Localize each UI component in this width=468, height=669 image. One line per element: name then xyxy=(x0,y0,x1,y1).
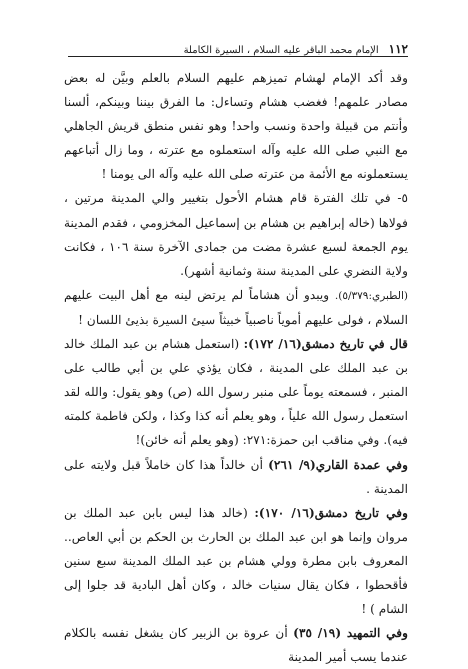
paragraph-1-text: وقد أكد الإمام لهشام تميزهم عليهم السلام بالعلم وبيَّن له بعض مصادر علمهم! فغضب هشام وتساءل: ما الفرق بيننا وبينكم، ألسنا وأنتم من قبيلة واحدة ونسب واحد! وهو نفس منطق قريش الجاهلي مع النبي صلى الله عليه وآله استعملوه مع عترته ، وما زال أتباعهم يستعملونه مع الأئمة من عترته صلى الله عليه وآله الى يومنا ! xyxy=(64,71,408,182)
paragraph-2 xyxy=(64,186,408,282)
running-title: الإمام محمد الباقر عليه السلام ، السيرة الكاملة xyxy=(183,45,379,56)
paragraph-2-text: ٥- في تلك الفترة قام هشام الأحول بتغيير والي المدينة مرتين ، فولاها (خاله إبراهيم بن هشام بن إسماعيل المخزومي ، فقدم المدينة يوم الجمعة لسبع عشرة مضت من جمادى الآخرة سنة ١٠٦ ، فكانت ولاية النضري على المدينة سنة وثمانية أشهر). xyxy=(64,191,408,278)
paragraph-7-text: أن عروة بن الزبير كان يشغل نفسه بالكلام عندما يسب أمير المدينة xyxy=(64,626,408,665)
paragraph-3-text: ويبدو أن هشاماً لم يرتض لينه مع أهل البيت عليهم السلام ، فولى عليهم أموياً ناصبياً خبيثاً سيئ السيرة بذيئ اللسان ! xyxy=(64,287,408,327)
paragraph-6-citation: وفي تاريخ دمشق(١٦/ ١٧٠): xyxy=(254,505,408,520)
paragraph-1 xyxy=(64,66,408,186)
paragraph-5-text: أن خالداً هذا كان خاملاً قبل ولايته على المدينة . xyxy=(64,457,408,496)
paragraph-3-citation: (الطبري:٥/٣٧٩). xyxy=(334,289,408,302)
paragraph-7-citation: وفي التمهيد (١٩/ ٣٥) xyxy=(293,626,409,641)
page-number: ١١٢ xyxy=(388,42,408,56)
running-header xyxy=(68,38,408,57)
body-text xyxy=(64,66,408,669)
paragraph-3 xyxy=(64,283,408,332)
paragraph-4 xyxy=(64,332,408,452)
paragraph-5 xyxy=(64,453,408,501)
paragraph-5-citation: وفي عمدة القاري(٩/ ٢٦١) xyxy=(268,457,408,472)
paragraph-6 xyxy=(64,501,408,621)
paragraph-4-text: (استعمل هشام بن عبد الملك خالد بن عبد الملك على المدينة ، فكان يؤذي علي بن أبي طالب على المنبر ، فسمعته يوماً على منبر رسول الله (ص) وهو يقول: والله لقد استعمل رسول الله علياً ، وهو يعلم أنه كذا وكذا ، ولكن فاطمة كلمته فيه). وفي مناقب ابن حمزة:٢٧١: (وهو يعلم أنه خائن)! xyxy=(64,337,408,448)
paragraph-6-text: (خالد هذا ليس بابن عبد الملك بن مروان وإنما هو ابن عبد الملك بن الحارث بن الحكم بن أبي العاص.. المعروف بابن مطرة وولي هشام بن عبد الملك المدينة سبع سنين فأقحطوا ، فكان يقال سنيات خالد ، وكان أهل البادية قد جلوا إلى الشام ) ! xyxy=(64,505,408,617)
paragraph-4-citation: قال في تاريخ دمشق(١٦/ ١٧٢): xyxy=(243,337,408,352)
paragraph-7 xyxy=(64,621,408,669)
